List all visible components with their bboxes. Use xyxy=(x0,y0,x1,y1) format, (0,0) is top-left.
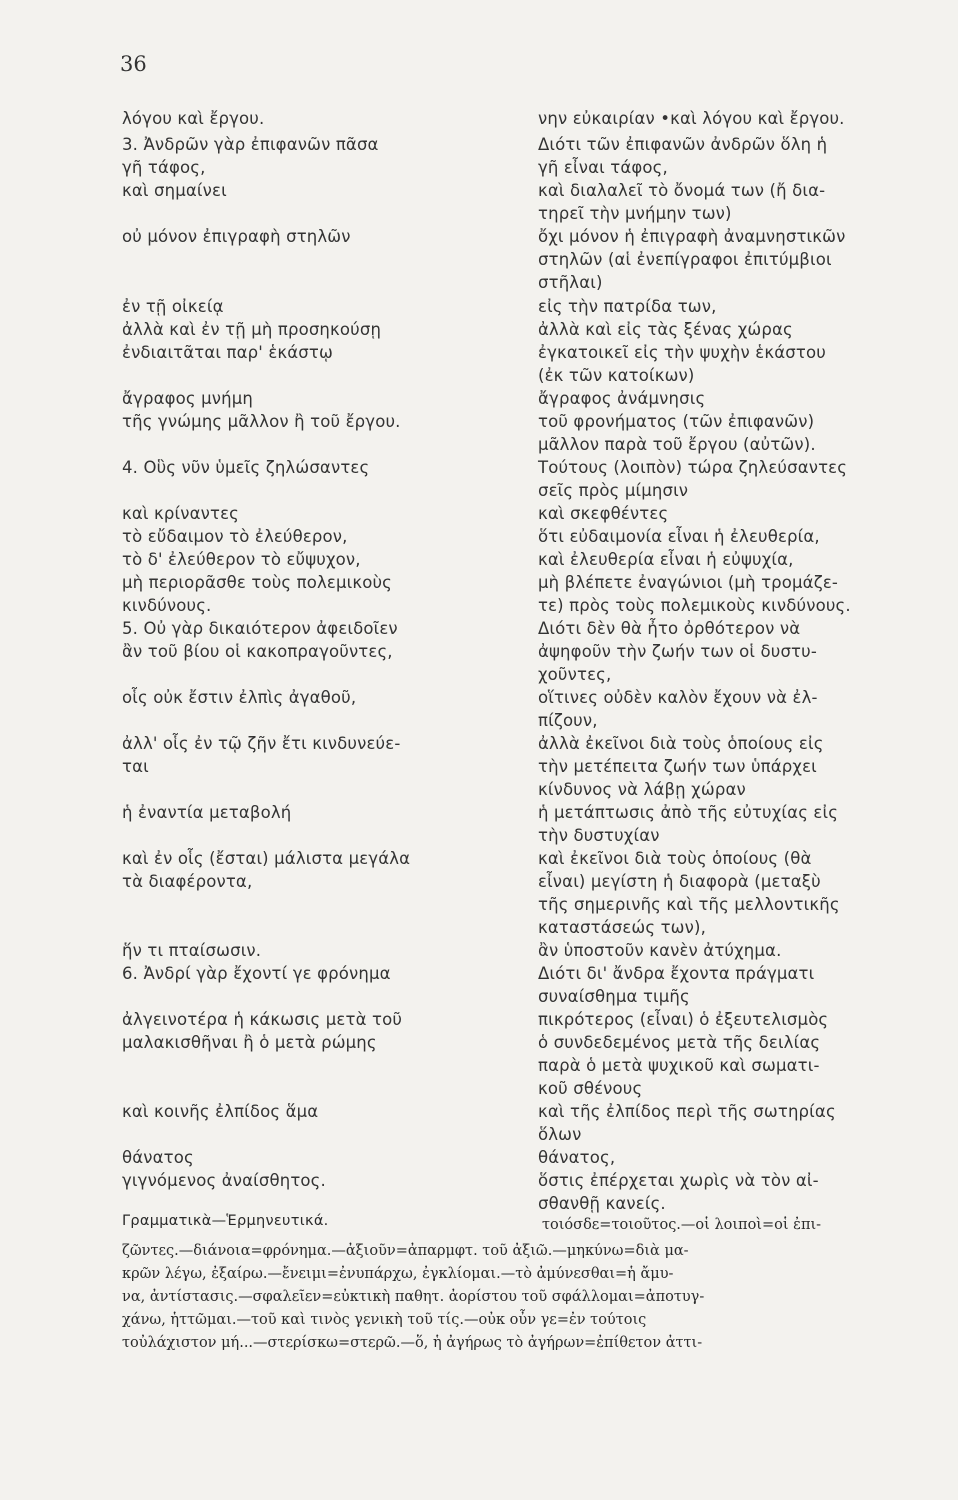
translation-line: τοῦ φρονήματος (τῶν ἐπιφανῶν) xyxy=(538,412,815,431)
translation-line: (ἐκ τῶν κατοίκων) xyxy=(538,366,695,385)
translation-line: καὶ σκεφθέντες xyxy=(538,504,669,523)
translation-line: οἵτινες οὐδὲν καλὸν ἔχουν νὰ ἐλ- xyxy=(538,688,818,707)
translation-line: νην εὐκαιρίαν •καὶ λόγου καὶ ἔργου. xyxy=(538,109,845,128)
ancient-text-line: ἐν τῇ οἰκείᾳ xyxy=(122,297,224,316)
translation-line: μὴ βλέπετε ἐναγώνιοι (μὴ τρομάζε- xyxy=(538,573,838,592)
translation-line: συναίσθημα τιμῆς xyxy=(538,987,690,1006)
translation-line: πικρότερος (εἶναι) ὁ ἐξευτελισμὸς xyxy=(538,1010,829,1029)
ancient-text-line: ἀλλ' οἷς ἐν τῷ ζῆν ἔτι κινδυνεύε- xyxy=(122,734,401,753)
translation-line: Διότι τῶν ἐπιφανῶν ἀνδρῶν ὅλη ἡ xyxy=(538,135,828,154)
ancient-text-line: τὰ διαφέροντα, xyxy=(122,872,253,891)
ancient-text-line: ἥν τι πταίσωσιν. xyxy=(122,941,262,960)
ancient-text-line: οἷς οὐκ ἔστιν ἐλπὶς ἀγαθοῦ, xyxy=(122,688,357,707)
translation-line: ἀψηφοῦν τὴν ζωήν των οἱ δυστυ- xyxy=(538,642,817,661)
translation-line: μᾶλλον παρὰ τοῦ ἔργου (αὐτῶν). xyxy=(538,435,816,454)
ancient-text-line: 3. Ἀνδρῶν γὰρ ἐπιφανῶν πᾶσα xyxy=(122,135,379,154)
grammar-note-line: χάνω, ἡττῶμαι.—τοῦ καὶ τινὸς γενικὴ τοῦ τίς.—οὐκ οὖν γε=ἐν τούτοις xyxy=(122,1312,647,1328)
ancient-text-line: μαλακισθῆναι ἢ ὁ μετὰ ρώμης xyxy=(122,1033,377,1052)
translation-line: σθανθῇ κανείς. xyxy=(538,1194,666,1213)
grammar-note-line: να, ἀντίστασις.—σφαλεῖεν=εὐκτικὴ παθητ. ἀορίστου τοῦ σφάλλομαι=ἀποτυγ- xyxy=(122,1289,705,1305)
ancient-text-line: τὸ εὔδαιμον τὸ ἐλεύθερον, xyxy=(122,527,348,546)
ancient-text-line: γῆ τάφος, xyxy=(122,158,206,177)
ancient-text-line: μὴ περιορᾶσθε τοὺς πολεμικοὺς xyxy=(122,573,392,592)
translation-line: ἄγραφος ἀνάμνησις xyxy=(538,389,706,408)
translation-line: κίνδυνος νὰ λάβῃ χώραν xyxy=(538,780,746,799)
translation-line: ὅτι εὐδαιμονία εἶναι ἡ ἐλευθερία, xyxy=(538,527,820,546)
translation-line: εἶναι) μεγίστη ἡ διαφορὰ (μεταξὺ xyxy=(538,872,821,891)
ancient-text-line: 4. Οὓς νῦν ὑμεῖς ζηλώσαντες xyxy=(122,458,370,477)
ancient-text-line: 5. Οὐ γὰρ δικαιότερον ἀφειδοῖεν xyxy=(122,619,398,638)
translation-line: θάνατος, xyxy=(538,1148,616,1167)
grammar-note-line: ζῶντες.—διάνοια=φρόνημα.—ἀξιοῦν=ἀπαρμφτ. τοῦ ἀξιῶ.—μηκύνω=διὰ μα- xyxy=(122,1243,689,1259)
translation-line: ἐγκατοικεῖ εἰς τὴν ψυχὴν ἑκάστου xyxy=(538,343,826,362)
ancient-text-line: 6. Ἀνδρί γὰρ ἔχοντί γε φρόνημα xyxy=(122,964,391,983)
translation-line: τὴν μετέπειτα ζωήν των ὑπάρχει xyxy=(538,757,817,776)
translation-line: ἂν ὑποστοῦν κανὲν ἀτύχημα. xyxy=(538,941,782,960)
translation-line: γῆ εἶναι τάφος, xyxy=(538,158,668,177)
translation-line: χοῦντες, xyxy=(538,665,612,684)
grammar-note-line: τοιόσδε=τοιοῦτος.—οἱ λοιποὶ=οἱ ἐπι- xyxy=(542,1217,822,1233)
translation-line: ἡ μετάπτωσις ἀπὸ τῆς εὐτυχίας εἰς xyxy=(538,803,839,822)
translation-line: τὴν δυστυχίαν xyxy=(538,826,660,845)
translation-line: καὶ ἐκεῖνοι διὰ τοὺς ὁποίους (θὰ xyxy=(538,849,812,868)
ancient-text-line: ἐνδιαιτᾶται παρ' ἑκάστῳ xyxy=(122,343,333,362)
ancient-text-line: τὸ δ' ἐλεύθερον τὸ εὔψυχον, xyxy=(122,550,361,569)
ancient-text-line: ἀλλὰ καὶ ἐν τῇ μὴ προσηκούσῃ xyxy=(122,320,382,339)
translation-line: Διότι δὲν θὰ ἦτο ὀρθότερον νὰ xyxy=(538,619,801,638)
translation-line: καταστάσεώς των), xyxy=(538,918,707,937)
ancient-text-line: τῆς γνώμης μᾶλλον ἢ τοῦ ἔργου. xyxy=(122,412,401,431)
translation-line: σεῖς πρὸς μίμησιν xyxy=(538,481,689,500)
translation-line: ὁ συνδεδεμένος μετὰ τῆς δειλίας xyxy=(538,1033,821,1052)
translation-line: καὶ τῆς ἐλπίδος περὶ τῆς σωτηρίας xyxy=(538,1102,836,1121)
ancient-text-line: καὶ κρίναντες xyxy=(122,504,240,523)
translation-line: παρὰ ὁ μετὰ ψυχικοῦ καὶ σωματι- xyxy=(538,1056,820,1075)
translation-line: ἀλλὰ καὶ εἰς τὰς ξένας χώρας xyxy=(538,320,793,339)
ancient-text-line: ἀλγεινοτέρα ἡ κάκωσις μετὰ τοῦ xyxy=(122,1010,403,1029)
translation-line: Διότι δι' ἄνδρα ἔχοντα πράγματι xyxy=(538,964,815,983)
ancient-text-line: ἂν τοῦ βίου οἱ κακοπραγοῦντες, xyxy=(122,642,393,661)
grammar-note-line: κρῶν λέγω, ἐξαίρω.—ἔνειμι=ἐνυπάρχω, ἐγκλίομαι.—τὸ ἀμύνεσθαι=ἡ ἄμυ- xyxy=(122,1266,674,1282)
translation-line: εἰς τὴν πατρίδα των, xyxy=(538,297,717,316)
ancient-text-line: οὐ μόνον ἐπιγραφὴ στηλῶν xyxy=(122,227,351,246)
translation-line: πίζουν, xyxy=(538,711,598,730)
ancient-text-line: ἡ ἐναντία μεταβολή xyxy=(122,803,292,822)
ancient-text-line: γιγνόμενος ἀναίσθητος. xyxy=(122,1171,326,1190)
ancient-text-line: λόγου καὶ ἔργου. xyxy=(122,109,265,128)
translation-line: τηρεῖ τὴν μνήμην των) xyxy=(538,204,732,223)
translation-line: ὄχι μόνον ἡ ἐπιγραφὴ ἀναμνηστικῶν xyxy=(538,227,846,246)
translation-line: καὶ διαλαλεῖ τὸ ὄνομά των (ἤ δια- xyxy=(538,181,826,200)
ancient-text-line: ται xyxy=(122,757,149,776)
ancient-text-line: καὶ κοινῆς ἐλπίδος ἅμα xyxy=(122,1102,319,1121)
translation-line: καὶ ἐλευθερία εἶναι ἡ εὐψυχία, xyxy=(538,550,794,569)
grammar-note-line: τοὐλάχιστον μή...—στερίσκω=στερῶ.—ὅ, ἡ ἀγήρως τὸ ἀγήρων=ἐπίθετον ἀττι- xyxy=(122,1335,703,1351)
translation-line: ὅστις ἐπέρχεται χωρὶς νὰ τὸν αἰ- xyxy=(538,1171,819,1190)
translation-line: Τούτους (λοιπὸν) τώρα ζηλεύσαντες xyxy=(538,458,848,477)
ancient-text-line: ἄγραφος μνήμη xyxy=(122,389,253,408)
translation-line: στηλῶν (αἱ ἐνεπίγραφοι ἐπιτύμβιοι xyxy=(538,250,832,269)
ancient-text-line: θάνατος xyxy=(122,1148,194,1167)
ancient-text-line: κινδύνους. xyxy=(122,596,212,615)
translation-line: τῆς σημερινῆς καὶ τῆς μελλοντικῆς xyxy=(538,895,840,914)
ancient-text-line: καὶ σημαίνει xyxy=(122,181,227,200)
ancient-text-line: καὶ ἐν οἷς (ἔσται) μάλιστα μεγάλα xyxy=(122,849,411,868)
translation-line: τε) πρὸς τοὺς πολεμικοὺς κινδύνους. xyxy=(538,596,851,615)
grammar-heading: Γραμματικὰ—Ἑρμηνευτικά. xyxy=(122,1213,329,1229)
translation-line: στῆλαι) xyxy=(538,273,603,292)
translation-line: κοῦ σθένους xyxy=(538,1079,643,1098)
translation-line: ἀλλὰ ἐκεῖνοι διὰ τοὺς ὁποίους εἰς xyxy=(538,734,824,753)
translation-line: ὅλων xyxy=(538,1125,582,1144)
page-number: 36 xyxy=(120,52,147,76)
